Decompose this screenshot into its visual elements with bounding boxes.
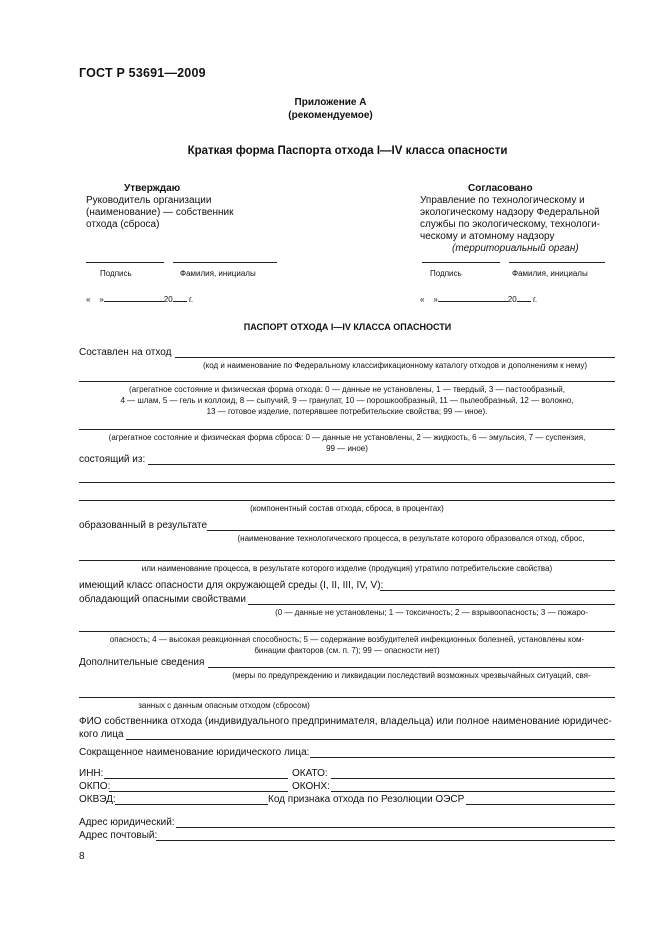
- okved-field[interactable]: [115, 804, 268, 805]
- appendix-note: (рекомендуемое): [288, 110, 373, 121]
- agree-date-year: 20: [507, 295, 517, 304]
- approve-text-3: отхода (сброса): [86, 219, 160, 230]
- hazard-props-field[interactable]: [248, 604, 615, 605]
- approve-text-2: (наименование) — собственник: [86, 207, 234, 218]
- okpo-label: ОКПО:: [79, 781, 111, 792]
- process-caption: (наименование технологического процесса, в результате которого образовался отход, сброс,: [237, 534, 585, 543]
- standard-number: ГОСТ Р 53691—2009: [79, 66, 206, 80]
- process-field-2[interactable]: [79, 560, 615, 561]
- measures-caption-2: занных с данным опасным отходом (сбросом): [138, 701, 310, 710]
- okved-label: ОКВЭД:: [79, 794, 116, 805]
- composed-caption: (код и наименование по Федеральному классификационному каталогу отходов и дополнениям к нему): [202, 361, 588, 370]
- legal-address-field[interactable]: [176, 827, 615, 828]
- agree-name-line[interactable]: [509, 262, 605, 263]
- approve-date-year: 20: [163, 295, 173, 304]
- composition-field-1[interactable]: [148, 464, 615, 465]
- hazard-props-label: обладающий опасными свойствами: [79, 594, 246, 605]
- composition-caption: (компонентный состав отхода, сброса, в процентах): [250, 504, 444, 513]
- agree-sign-label: Подпись: [430, 269, 462, 278]
- approve-name-line[interactable]: [173, 262, 277, 263]
- process-caption-2: или наименование процесса, в результате которого изделие (продукция) утратило потребительские свойства): [141, 564, 553, 573]
- approve-date: [86, 292, 193, 305]
- state-caption-1: (агрегатное состояние и физическая форма отхода: 0 — данные не установлены, 1 — твердый, 3 — пастообразный,: [129, 385, 565, 394]
- discharge-caption-1: (агрегатное состояние и физическая форма сброса: 0 — данные не установлены, 2 — жидкость, 6 — эмульсия, 7 — суспензия,: [108, 433, 586, 442]
- agree-name-label: Фамилия, инициалы: [512, 269, 588, 278]
- legal-address-label: Адрес юридический:: [79, 817, 175, 828]
- oecd-label: Код признака отхода по Резолюции ОЭСР: [268, 794, 465, 805]
- approve-sign-line[interactable]: [86, 262, 164, 263]
- composition-field-3[interactable]: [79, 500, 615, 501]
- formed-field[interactable]: [207, 530, 615, 531]
- hazard-caption-2: опасность; 4 — высокая реакционная способность; 5 — содержание возбудителей инфекционных болезней, установлены ком-: [109, 635, 585, 644]
- agree-organ: (территориальный орган): [452, 243, 579, 254]
- agree-date-day-month-field[interactable]: [438, 292, 508, 302]
- inn-label: ИНН:: [79, 768, 104, 779]
- appendix-label: Приложение А: [294, 97, 367, 108]
- discharge-caption-2: 99 — иное): [326, 444, 368, 453]
- hazard-props-field-2[interactable]: [79, 631, 615, 632]
- agree-date-suffix: г.: [532, 295, 538, 304]
- owner-label: ФИО собственника отхода (индивидуального предпринимателя, владельца) или полное наименование юридичес-: [79, 716, 612, 727]
- consisting-label: состоящий из:: [79, 454, 146, 465]
- short-name-field[interactable]: [310, 757, 615, 758]
- approve-name-label: Фамилия, инициалы: [180, 269, 256, 278]
- composed-label: Составлен на отход: [79, 347, 172, 358]
- state-caption-2: 4 — шлам, 5 — гель и коллоид, 8 — сыпучий, 9 — гранулат, 10 — порошкообразный, 11 — пылеобразный, 12 — волокно,: [120, 396, 574, 405]
- agree-sign-line[interactable]: [422, 262, 500, 263]
- okpo-field[interactable]: [109, 791, 288, 792]
- hazard-class-field[interactable]: [380, 590, 615, 591]
- short-name-label: Сокращенное наименование юридического лица:: [79, 747, 310, 758]
- additional-field-2[interactable]: [79, 697, 615, 698]
- agree-heading: Согласовано: [468, 183, 533, 194]
- okato-label: ОКАТО:: [292, 768, 328, 779]
- approve-text-1: Руководитель организации: [86, 195, 212, 206]
- agree-text-4: ческому и атомному надзору: [420, 231, 555, 242]
- discharge-state-field[interactable]: [79, 429, 615, 430]
- formed-label: образованный в результате: [79, 520, 208, 531]
- agree-text-2: экологическому надзору Федеральной: [420, 207, 600, 218]
- approve-heading: Утверждаю: [124, 183, 181, 194]
- approve-date-year-field[interactable]: [173, 292, 187, 302]
- owner-field[interactable]: [126, 739, 615, 740]
- document-title: Краткая форма Паспорта отхода I—IV класса опасности: [187, 145, 508, 157]
- agree-date-close: »: [433, 295, 438, 304]
- page-number: 8: [79, 851, 85, 862]
- passport-title: ПАСПОРТ ОТХОДА I—IV КЛАССА ОПАСНОСТИ: [243, 322, 452, 332]
- hazard-caption: (0 — данные не установлены; 1 — токсичность; 2 — взрывоопасность; 3 — пожаро-: [275, 608, 588, 617]
- okonh-field[interactable]: [331, 791, 615, 792]
- agree-text-3: службы по экологическому, технологи-: [420, 219, 600, 230]
- approve-sign-label: Подпись: [100, 269, 132, 278]
- measures-caption: (меры по предупреждению и ликвидации последствий возможных чрезвычайных ситуаций, свя-: [232, 671, 591, 680]
- agree-text-1: Управление по технологическому и: [420, 195, 585, 206]
- composed-field[interactable]: [175, 357, 615, 358]
- state-caption-3: 13 — готовое изделие, потерявшее потребительские свойства; 99 — иное).: [206, 407, 488, 416]
- additional-label: Дополнительные сведения: [79, 657, 205, 668]
- agree-date: [420, 292, 537, 305]
- agree-date-year-field[interactable]: [517, 292, 531, 302]
- hazard-caption-3: бинации факторов (см. п. 7); 99 — опасности нет): [254, 646, 440, 655]
- hazard-class-label: имеющий класс опасности для окружающей среды (I, II, III, IV, V):: [79, 580, 384, 591]
- aggregate-state-field[interactable]: [79, 381, 615, 382]
- approve-date-day-month-field[interactable]: [104, 292, 164, 302]
- owner-label-2: кого лица: [79, 729, 124, 740]
- inn-field[interactable]: [104, 778, 288, 779]
- additional-field[interactable]: [208, 667, 615, 668]
- approve-date-suffix: г.: [188, 295, 194, 304]
- approve-date-open: «: [86, 295, 91, 304]
- composition-field-2[interactable]: [79, 482, 615, 483]
- okonh-label: ОКОНХ:: [292, 781, 330, 792]
- agree-date-open: «: [420, 295, 425, 304]
- approve-date-close: »: [99, 295, 104, 304]
- postal-address-label: Адрес почтовый:: [79, 830, 158, 841]
- oecd-field[interactable]: [466, 804, 615, 805]
- postal-address-field[interactable]: [156, 840, 615, 841]
- okato-field[interactable]: [331, 778, 615, 779]
